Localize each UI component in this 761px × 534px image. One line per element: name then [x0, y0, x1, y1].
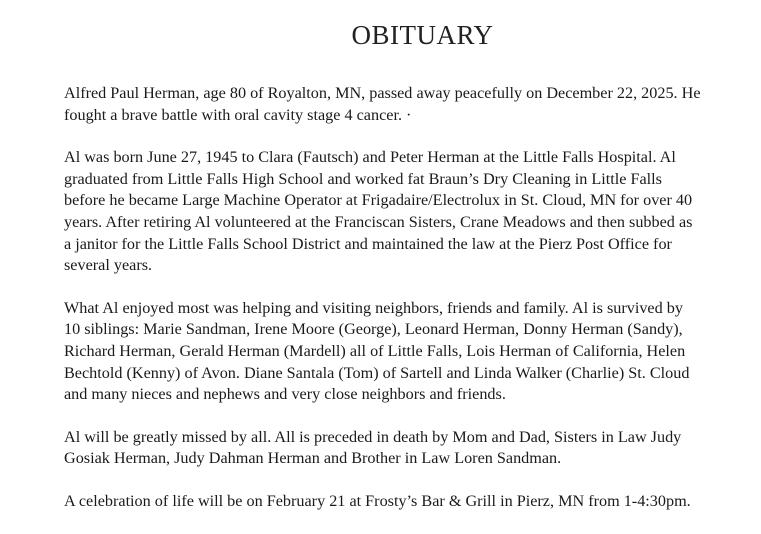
text-line: Richard Herman, Gerald Herman (Mardell) all of Little Falls, Lois Herman of California, Helen	[64, 341, 686, 360]
text-line: Alfred Paul Herman, age 80 of Royalton, MN, passed away peacefully on December 22, 2025. He	[64, 84, 701, 102]
text-line: years. After retiring Al volunteered at the Franciscan Sisters, Crane Meadows and then subbed as	[64, 212, 693, 231]
paragraph-preceded	[64, 427, 744, 470]
text-line: Bechtold (Kenny) of Avon. Diane Santala (Tom) of Sartell and Linda Walker (Charlie) St. Cloud	[64, 363, 690, 382]
text-line: graduated from Little Falls High School and worked fat Braun’s Dry Cleaning in Little Falls	[64, 169, 662, 188]
text-line: a janitor for the Little Falls School District and maintained the law at the Pierz Post Office for	[64, 234, 672, 253]
paragraph-survivors	[64, 298, 744, 406]
paragraph-celebration	[64, 491, 744, 513]
text-line: fought a brave battle with oral cavity stage 4 cancer. ·	[64, 105, 412, 124]
text-line: What Al enjoyed most was helping and visiting neighbors, friends and family. Al is survived by	[64, 298, 683, 317]
paragraph-passing	[64, 83, 744, 126]
text-line: 10 siblings: Marie Sandman, Irene Moore (George), Leonard Herman, Donny Herman (Sandy),	[64, 320, 683, 339]
text-line: before he became Large Machine Operator at Frigadaire/Electrolux in St. Cloud, MN for over 40	[64, 191, 693, 210]
text-line: A celebration of life will be on February 21 at Frosty’s Bar & Grill in Pierz, MN from 1-4:30pm.	[64, 491, 691, 510]
text-line: Al was born June 27, 1945 to Clara (Fautsch) and Peter Herman at the Little Falls Hospital. Al	[64, 148, 676, 167]
text-line: and many nieces and nephews and very close neighbors and friends.	[64, 385, 506, 404]
text-line: Gosiak Herman, Judy Dahman Herman and Brother in Law Loren Sandman.	[64, 449, 562, 468]
text-line: Al will be greatly missed by all. All is preceded in death by Mom and Dad, Sisters in Law Judy	[64, 427, 682, 446]
paragraph-biography	[64, 147, 744, 277]
document-title: OBITUARY	[351, 20, 494, 50]
text-line: several years.	[64, 256, 153, 275]
obituary-body	[64, 83, 744, 534]
